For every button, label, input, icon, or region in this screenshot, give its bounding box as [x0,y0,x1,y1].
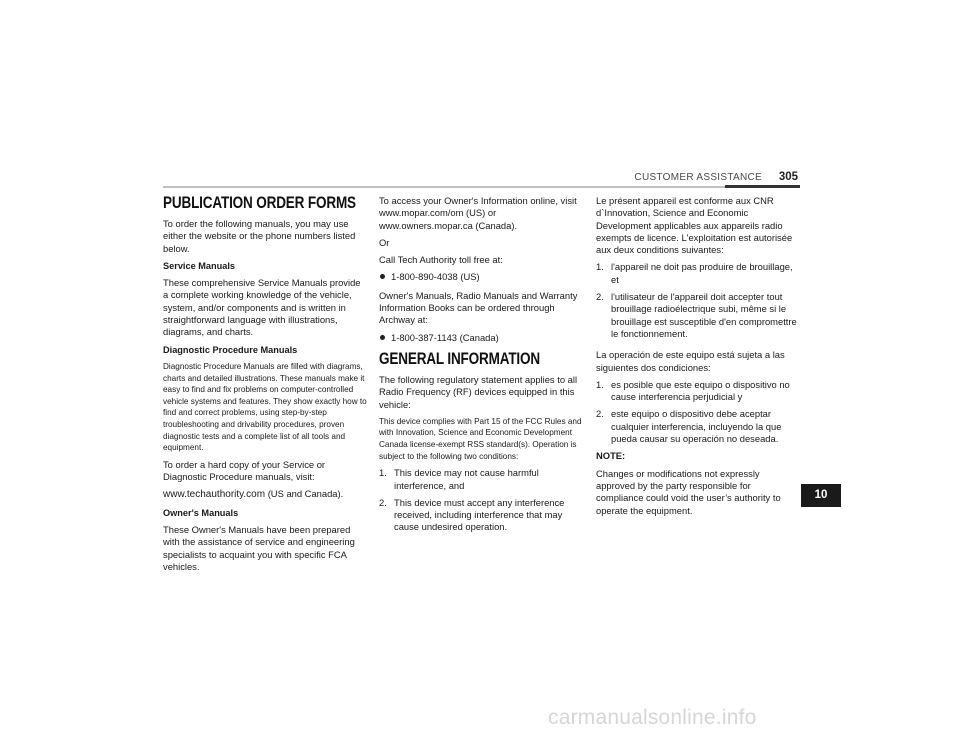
list-item [596,379,800,404]
phone-us-suffix: (US) [460,271,480,283]
or-text: Or [379,236,390,248]
heading-general-information: GENERAL INFORMATION [379,349,541,368]
radio-manuals-text: Owner's Manuals, Radio Manuals and Warranty Information Books can be ordered through Archway at: [379,289,578,326]
list-number: 1. [379,467,387,479]
order-text: To order a hard copy of your Service or Diagnostic Procedure manuals, visit: [163,458,326,483]
list-item [596,408,800,445]
page-header [163,172,800,188]
list-number: 2. [596,408,604,420]
service-manuals-text: These comprehensive Service Manuals provide a complete working knowledge of the vehicle, system, and/or components and is written in straightforward language with illustrations, diagrams, and charts. [163,277,361,338]
diagnostic-manuals-text: Diagnostic Procedure Manuals are filled with diagrams, charts and detailed illustrations. These manuals make it easy to find and fix problems on computer-controlled vehicle systems and features. They show exactly how to find and correct problems, using step-by-step troubleshooting and drivability procedures, proven diagnostic tests and a complete list of all tools and equipment. [163,361,367,453]
list-item [379,467,584,492]
list-item [379,497,584,534]
watermark: carmanualsonline.info [548,706,757,729]
techauthority-line [163,488,368,501]
bullet-icon [380,274,385,279]
regulatory-text: The following regulatory statement applies to all Radio Frequency (RF) devices equipped in this vehicle: [379,373,578,410]
spanish-intro: La operación de este equipo está sujeta a las siguientes dos condiciones: [596,349,785,373]
owners-manuals-heading: Owner's Manuals [163,507,239,518]
owners-manuals-text: These Owner's Manuals have been prepared with the assistance of service and engineering specialists to acquaint you with specific FCA vehicles. [163,523,355,572]
list-number: 1. [596,378,604,390]
list-text: este equipo o dispositivo debe aceptar cualquier interferencia, incluyendo la que pueda causar su operación no deseada. [611,408,782,445]
heading-publication-order-forms: PUBLICATION ORDER FORMS [163,194,356,212]
section-title: CUSTOMER ASSISTANCE [634,172,762,183]
list-text: l'appareil ne doit pas produire de brouillage, et [611,261,793,285]
techauthority-suffix: (US and Canada). [267,488,344,500]
list-text: es posible que este equipo o dispositivo no cause interferencia perjudicial y [611,378,790,403]
intro-paragraph: To order the following manuals, you may use either the website or the phone numbers listed below. [163,218,356,254]
french-intro: Le présent appareil est conforme aux CNR d`Innovation, Science and Economic Development applicables aux appareils radio exempts de licence. L'exploitation est autorisée aux deux conditions suivantes: [596,195,793,256]
list-text: This device may not cause harmful interference, and [394,467,539,491]
list-text: This device must accept any interference received, including interference that may cause undesired operation. [394,496,565,533]
list-number: 2. [596,291,604,303]
phone-us: 1-800-890-4038 [391,271,458,283]
bullet-icon [380,335,385,340]
access-text: To access your Owner's Information online, visit www.mopar.com/om (US) or www.owners.mopar.ca (Canada). [379,195,577,231]
diagnostic-manuals-heading: Diagnostic Procedure Manuals [163,344,298,355]
note-label: NOTE: [596,450,626,462]
phone-canada-item [379,332,584,344]
page-number: 305 [778,171,798,183]
phone-us-item [379,271,584,283]
header-rule-accent [725,185,800,188]
header-rule [163,186,800,188]
chapter-tab: 10 [801,484,841,507]
note-text: Changes or modifications not expressly approved by the party responsible for compliance could void the user’s authority to operate the equipment. [596,467,781,516]
list-item [596,291,800,340]
list-text: l'utilisateur de l'appareil doit accepter tout brouillage radioélectrique subi, même si le brouillage est susceptible d'en compromettre le fonctionnement. [611,291,797,339]
service-manuals-heading: Service Manuals [163,260,236,271]
list-number: 1. [596,261,604,273]
column-right [596,195,800,522]
techauthority-url[interactable]: www.techauthority.com [163,489,266,501]
call-text: Call Tech Authority toll free at: [379,254,503,266]
list-number: 2. [379,496,387,508]
list-item [596,261,800,286]
fcc-text: This device complies with Part 15 of the FCC Rules and with Innovation, Science and Economic Development Canada license-exempt RSS standard(s). Operation is subject to the following two conditions: [379,416,582,461]
phone-canada: 1-800-387-1143 (Canada) [391,331,499,343]
column-middle [379,195,584,539]
column-left [163,194,368,578]
